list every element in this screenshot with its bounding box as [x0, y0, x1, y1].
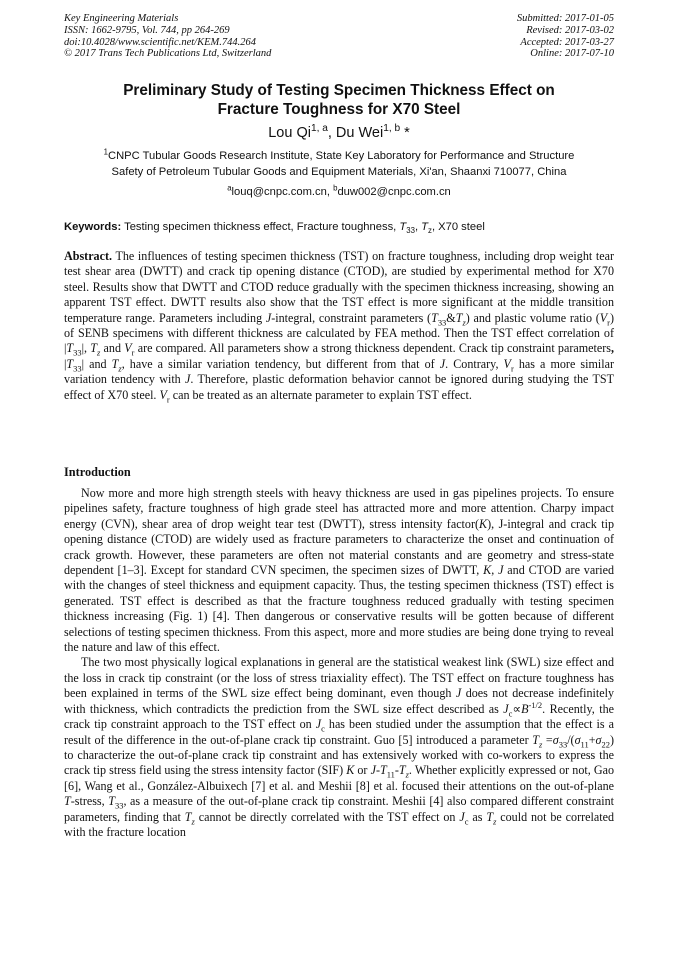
intro-text: as — [468, 809, 487, 824]
math-symbol: K — [483, 563, 492, 578]
math-subscript: z — [118, 363, 122, 374]
intro-text: does not decrease indefinitely with thickness, which contradicts the prediction from the SWL size effect described as — [64, 686, 615, 716]
kw-subscript: z — [428, 226, 432, 236]
math-subscript: 11 — [580, 738, 589, 749]
author-list — [64, 124, 614, 142]
intro-text: or — [354, 763, 371, 778]
math-subscript: 33 — [73, 363, 82, 374]
abstract-text: ) of SENB specimens with different thickness are calculated by FEA method. Then the TST effect correlation of | — [64, 310, 615, 356]
math-symbol: K — [479, 516, 488, 531]
abstract-label: Abstract. — [64, 249, 113, 263]
math-subscript: 33 — [558, 738, 568, 749]
title-line-1: Preliminary Study of Testing Specimen Thickness Effect on — [123, 82, 555, 99]
author-separator: , — [327, 125, 336, 141]
email-link-a[interactable]: louq@cnpc.com.cn — [231, 186, 327, 198]
email-separator: , — [326, 186, 334, 198]
journal-name: Key Engineering Materials — [64, 13, 179, 24]
corresponding-mark: * — [400, 125, 410, 141]
math-symbol: T — [66, 341, 74, 356]
section-heading-introduction: Introduction — [64, 465, 131, 479]
math-symbol: J — [370, 763, 376, 778]
intro-text: ), J-integral and crack tip opening distance (CTOD) are widely used as fracture parameters to characterize the onset and continuation of crack growth. However, these parameters are often not material constants and are geometry and stress-state dependent [1–3]. Except for standard CVN specimen, the specimen sizes of DWTT, — [64, 516, 614, 578]
abstract-text: & — [446, 310, 456, 325]
abstract-text: | and — [81, 356, 112, 371]
math-subscript: z — [97, 347, 101, 358]
keywords-text: , — [414, 221, 422, 233]
abstract-text: has a more similar variation tendency with — [64, 356, 614, 387]
math-operator: - — [375, 763, 380, 778]
dates-info — [517, 13, 614, 60]
math-symbol: σ — [595, 732, 602, 747]
math-subscript: r — [510, 363, 514, 374]
intro-text: could not be correlated with the fracture location — [64, 809, 614, 839]
issn-line: ISSN: 1662-9795, Vol. 744, pp 264-269 — [64, 24, 230, 36]
math-symbol: V — [599, 310, 608, 325]
abstract-text: |, — [81, 341, 91, 356]
math-symbol: V — [159, 387, 167, 402]
abstract-text: can be treated as an alternate parameter to explain TST effect. — [169, 387, 472, 402]
math-subscript: 33 — [437, 317, 447, 328]
math-subscript: 11 — [386, 769, 395, 780]
math-subscript: 33 — [114, 800, 124, 811]
math-symbol: T — [66, 356, 74, 371]
email-b-mark: b — [333, 183, 338, 193]
title-line-2: Fracture Toughness for X70 Steel — [217, 101, 461, 118]
math-symbol: V — [124, 341, 132, 356]
introduction-body — [64, 486, 614, 840]
math-symbol: T — [90, 341, 98, 356]
abstract-text: | — [64, 356, 67, 371]
math-symbol: B — [521, 701, 529, 716]
kw-symbol: T — [399, 221, 407, 233]
math-symbol: J — [439, 356, 446, 371]
math-operator: + — [588, 732, 596, 747]
email-link-b[interactable]: duw002@cnpc.com.cn — [337, 186, 451, 198]
copyright-line: © 2017 Trans Tech Publications Ltd, Switzerland — [64, 48, 272, 60]
affil-number: 1 — [103, 147, 108, 157]
intro-text: The two most physically logical explanations in general are the statistical weakest link (SWL) size effect and the loss in crack tip constraint (or the loss of stress triaxiality effect). The TST effect on fracture toughness has been explained in terms of the SWL size effect being dominant, even though — [64, 655, 614, 701]
math-subscript: r — [131, 347, 135, 358]
keywords — [64, 220, 614, 234]
keywords-text: Testing specimen thickness effect, Fracture toughness, — [121, 221, 400, 233]
intro-paragraph-2 — [64, 655, 614, 840]
math-symbol: T — [64, 794, 71, 809]
math-symbol: T — [184, 809, 192, 824]
math-operator: ∝ — [512, 701, 522, 716]
intro-text: has been studied under the assumption that the effect is a result of the difference in the out-of-plane crack tip constraint. Guo [5] introduced a parameter — [64, 717, 614, 747]
abstract-text: -integral, constraint parameters ( — [271, 310, 432, 325]
math-subscript: c — [464, 815, 469, 826]
journal-info — [64, 13, 271, 60]
abstract-text: ) and plastic volume ratio ( — [465, 310, 600, 325]
abstract-text: are compared. All parameters show a strong thickness dependent. Crack tip constraint parameters — [134, 341, 611, 356]
math-subscript: z — [191, 815, 195, 826]
author-1: Lou Qi — [268, 125, 311, 141]
math-subscript: 22 — [601, 738, 610, 749]
math-superscript: -1/2 — [528, 699, 543, 710]
math-symbol: J — [503, 701, 509, 716]
math-symbol: J — [455, 686, 462, 701]
intro-text: . Whether explicitly expressed or not, Gao [6], Wang et al., González-Albuixech [7] et al. and Meshii [8] et al. focused their attentions on the out-of-plane — [64, 763, 615, 793]
kw-symbol: T — [421, 221, 429, 233]
accepted-date: Accepted: 2017-03-27 — [520, 36, 614, 48]
math-symbol: T — [455, 310, 463, 325]
math-symbol: K — [346, 763, 355, 778]
math-subscript: z — [462, 317, 466, 328]
abstract-text: , — [610, 341, 614, 356]
author-2: Du Wei — [335, 125, 384, 141]
intro-text: cannot be directly correlated with the TST effect on — [194, 809, 460, 824]
paper-title — [64, 81, 614, 119]
math-symbol: J — [459, 809, 465, 824]
abstract-text: , have a similar variation tendency, but different from that of — [121, 356, 440, 371]
math-symbol: V — [503, 356, 511, 371]
math-subscript: z — [405, 769, 409, 780]
math-symbol: T — [431, 310, 438, 325]
math-subscript: c — [321, 723, 325, 734]
math-operator: /( — [567, 732, 575, 747]
math-symbol: J — [498, 563, 504, 578]
intro-text: -stress, — [70, 794, 109, 809]
affiliation — [64, 149, 614, 180]
intro-text: to characterize the out-of-plane crack tip constraint and has extensively worked with co-workers to express the crack tip stress field using the stress intensity factor (SIF) — [64, 747, 614, 778]
online-date: Online: 2017-07-10 — [530, 48, 614, 60]
math-symbol: T — [111, 356, 119, 371]
math-symbol: σ — [552, 732, 559, 747]
math-subscript: c — [508, 708, 513, 719]
email-a-mark: a — [227, 183, 232, 193]
math-subscript: z — [539, 738, 543, 749]
author-1-affil: 1, a — [310, 123, 328, 135]
abstract-text: . Therefore, plastic deformation behavior cannot be ignored during studying the TST effect of X70 steel. — [64, 372, 614, 402]
math-symbol: T — [379, 763, 387, 778]
math-symbol: T — [486, 809, 494, 824]
math-symbol: J — [185, 372, 191, 387]
math-symbol: J — [315, 717, 322, 732]
doi-line: doi:10.4028/www.scientific.net/KEM.744.264 — [64, 36, 256, 48]
math-symbol: T — [108, 794, 115, 809]
kw-subscript: 33 — [406, 226, 415, 236]
math-operator: - — [394, 763, 399, 778]
intro-text: and CTOD are varied with the changes of steel thickness and equipment capacity. Thus, the testing specimen thickness (TST) effect is generated. TST effect is described as that the fracture toughness reduced gradually with testing specimen thickness increasing (Fig. 1) [4]. Then dangerous or conservative results will be gotten because of different selections of testing specimen thickness. From this aspect, more and more studies are being done trying to reveal the nature and law of this effect. — [64, 563, 615, 655]
submitted-date: Submitted: 2017-01-05 — [516, 13, 614, 24]
intro-text: , as a measure of the out-of-plane crack tip constraint. Meshii [4] also compared different constraint parameters, finding that — [64, 794, 614, 824]
author-emails — [64, 185, 614, 200]
affil-line-1: CNPC Tubular Goods Research Institute, State Key Laboratory for Performance and Structure — [107, 150, 575, 162]
affil-line-2: Safety of Petroleum Tubular Goods and Equipment Materials, Xi'an, Shaanxi 710077, China — [111, 165, 567, 178]
math-subscript: z — [493, 815, 497, 826]
keywords-text: , X70 steel — [431, 221, 485, 233]
intro-text: . Recently, the crack tip constraint approach to the TST effect on — [64, 701, 614, 732]
abstract-text: and — [100, 341, 125, 356]
math-operator: ) — [609, 732, 614, 747]
math-subscript: 33 — [73, 347, 82, 358]
math-operator: = — [542, 732, 553, 747]
math-symbol: T — [532, 732, 540, 747]
abstract — [64, 249, 614, 403]
intro-text: Now more and more high strength steels with heavy thickness are used in gas pipelines projects. To ensure pipelines safety, fracture toughness of high grade steel has attracted more and more attention. Charpy impact energy (CVN), shear area of drop weight tear test (DWTT), stress intensity factor( — [64, 486, 614, 531]
math-subscript: r — [607, 317, 610, 328]
author-2-affil: 1, b — [383, 123, 401, 135]
math-symbol: σ — [574, 732, 581, 747]
math-subscript: r — [166, 394, 170, 405]
math-symbol: T — [398, 763, 406, 778]
abstract-text: The influences of testing specimen thickness (TST) on fracture toughness, including drop weight tear test shear area (DWTT) and crack tip opening distance (CTOD), are studied by experimental method for X70 steel. Results show that DWTT and CTOD reduce gradually with the specimen thickness increasing, showing an apparent TST effect. DWTT results also show that the TST effect is more significant at the middle transition temperature range. Parameters including — [64, 249, 614, 325]
intro-paragraph-1 — [64, 486, 614, 655]
keywords-label: Keywords: — [64, 221, 122, 233]
revised-date: Revised: 2017-03-02 — [526, 24, 614, 36]
abstract-text: . Contrary, — [445, 356, 504, 371]
math-symbol: J — [265, 310, 272, 325]
intro-text: , — [491, 563, 499, 578]
